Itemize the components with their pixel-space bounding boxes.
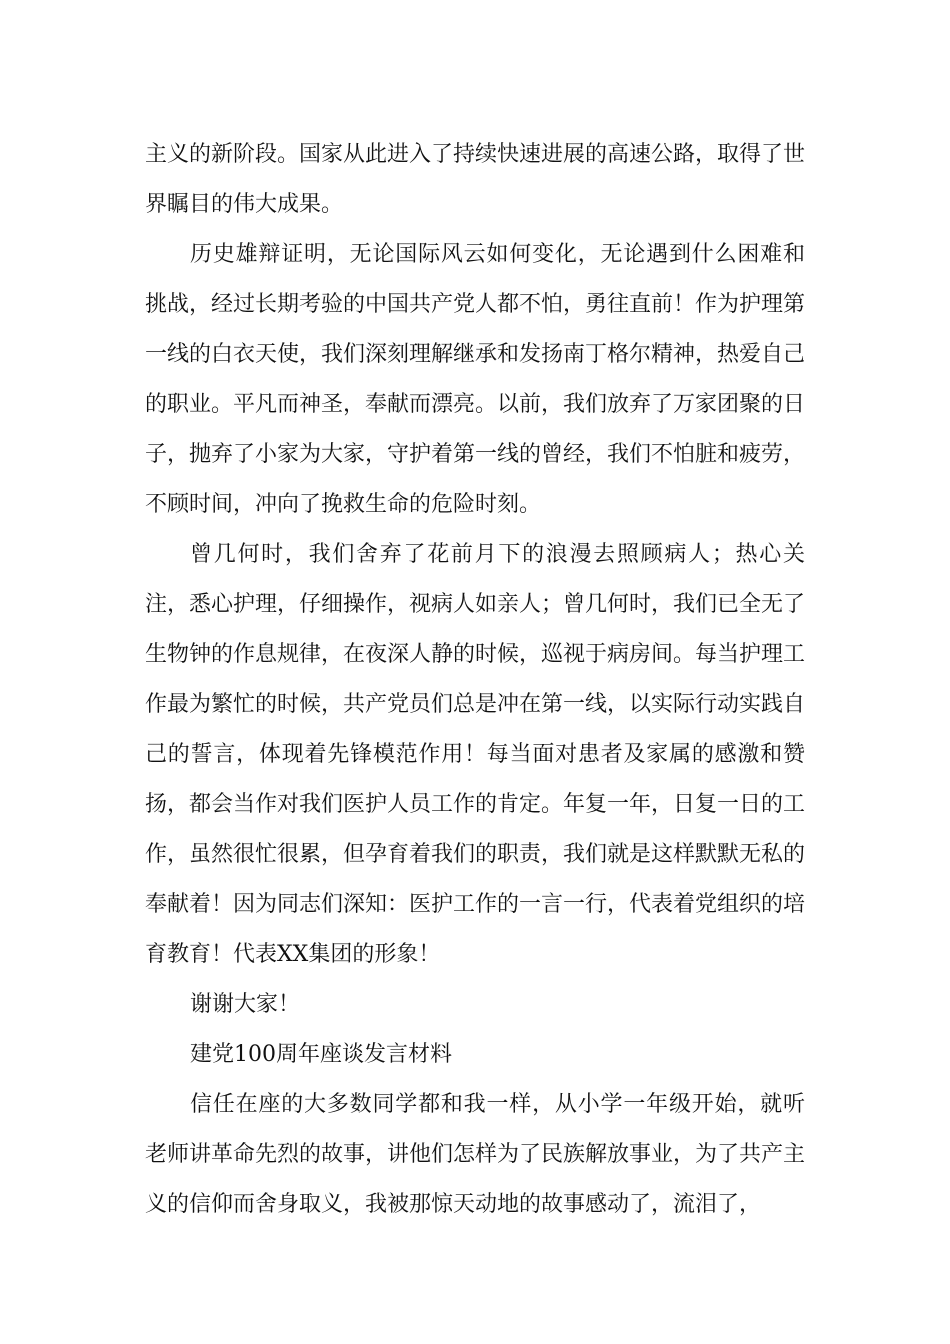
paragraph-2: 历史雄辩证明，无论国际风云如何变化，无论遇到什么困难和挑战，经过长期考验的中国共产党人都不怕，勇往直前！作为护理第一线的白衣天使，我们深刻理解继承和发扬南丁格尔精神，热爱自己的职业。平凡而神圣，奉献而漂亮。以前，我们放弃了万家团聚的日子，抛弃了小家为大家，守护着第一线的曾经，我们不怕脏和疲劳，不顾时间，冲向了挽救生命的危险时刻。 [145, 242, 806, 517]
paragraph-6: 信任在座的大多数同学都和我一样，从小学一年级开始，就听老师讲革命先烈的故事，讲他们怎样为了民族解放事业，为了共产主义的信仰而舍身取义，我被那惊天动地的故事感动了，流泪了， [145, 1092, 806, 1217]
paragraph-3: 曾几何时，我们舍弃了花前月下的浪漫去照顾病人；热心关注，悉心护理，仔细操作，视病人如亲人；曾几何时，我们已全无了生物钟的作息规律，在夜深人静的时候，巡视于病房间。每当护理工作最为繁忙的时候，共产党员们总是冲在第一线，以实际行动实践自己的誓言，体现着先锋模范作用！每当面对患者及家属的感激和赞扬，都会当作对我们医护人员工作的肯定。年复一年，日复一日的工作，虽然很忙很累，但孕育着我们的职责，我们就是这样默默无私的奉献着！因为同志们深知：医护工作的一言一行，代表着党组织的培育教育！代表XX集团的形象！ [145, 542, 806, 967]
document-body [145, 130, 805, 1230]
closing-thanks: 谢谢大家！ [190, 992, 301, 1017]
section-heading: 建党100周年座谈发言材料 [190, 1042, 452, 1067]
paragraph-1: 主义的新阶段。国家从此进入了持续快速进展的高速公路，取得了世界瞩目的伟大成果。 [145, 142, 806, 217]
